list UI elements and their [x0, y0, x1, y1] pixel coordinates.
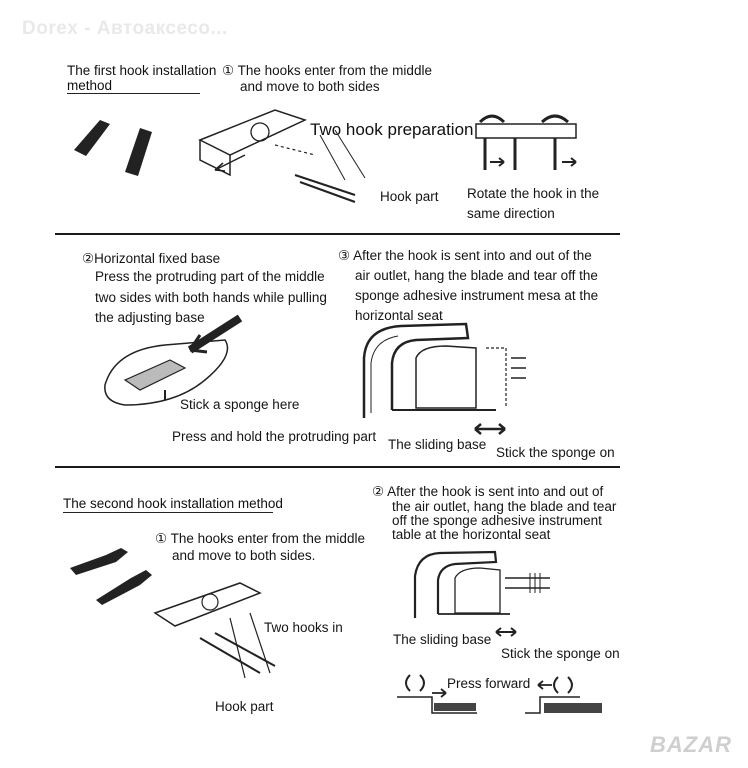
hook-pair-illustration: [70, 110, 160, 180]
press-forward-label: Press forward: [447, 676, 531, 691]
hook-part-label-2: Hook part: [215, 699, 274, 714]
section3-step1-line1: ① The hooks enter from the middle: [155, 531, 365, 546]
stick-sponge-on-label-2: Stick the sponge on: [501, 646, 620, 661]
section3-title: The second hook installation method: [63, 496, 283, 511]
section3-step2-line4: table at the horizontal seat: [392, 527, 551, 542]
section2-desc-line1: Press the protruding part of the middle: [95, 269, 325, 284]
two-hook-preparation-label: Two hook preparation: [310, 120, 474, 139]
press-hold-label: Press and hold the protruding part: [172, 429, 377, 444]
section2-step3-line3: sponge adhesive instrument mesa at the: [355, 288, 599, 303]
sliding-arrow-1: [472, 422, 508, 436]
section3-step2-line2: the air outlet, hang the blade and tear: [392, 499, 617, 514]
section1-title-line2: method: [67, 78, 200, 94]
press-forward-left-illustration: [392, 665, 482, 720]
section2-title: ②Horizontal fixed base: [82, 251, 221, 266]
section3-step2-line1: ② After the hook is sent into and out of: [372, 484, 604, 499]
hook-part-label: Hook part: [380, 189, 439, 204]
section1-step1-line2: and move to both sides: [240, 79, 380, 94]
section1-step1-line1: ① The hooks enter from the middle: [222, 63, 432, 78]
two-hooks-in-label: Two hooks in: [264, 620, 343, 635]
sliding-base-label-1: The sliding base: [388, 437, 487, 452]
section2-step3-line1: ③ After the hook is sent into and out of the: [338, 248, 592, 263]
section2-desc-line3: the adjusting base: [95, 310, 205, 325]
mount-side-illustration-2: [410, 548, 560, 623]
stick-sponge-here-label: Stick a sponge here: [180, 397, 300, 412]
sliding-base-label-2: The sliding base: [393, 632, 492, 647]
section2-desc-line2: two sides with both hands while pulling: [95, 290, 327, 305]
hook-rotation-illustration: [470, 110, 590, 180]
press-forward-right-illustration: [520, 665, 610, 720]
mount-side-illustration: [356, 318, 536, 428]
watermark-text: Dorex - Автоаксесо...: [22, 18, 228, 39]
section2-step3-line4: horizontal seat: [355, 308, 443, 323]
rotate-hook-line1: Rotate the hook in the: [467, 186, 600, 201]
section3-step1-line2: and move to both sides.: [172, 548, 316, 563]
rotate-hook-line2: same direction: [467, 206, 555, 221]
stick-sponge-on-label-1: Stick the sponge on: [496, 445, 615, 460]
vent-hook-entry-illustration: [195, 100, 375, 210]
brand-watermark: BAZAR: [650, 732, 732, 757]
section1-title-line1: The first hook installation: [67, 63, 217, 78]
section-divider-1: [55, 233, 620, 235]
section-divider-2: [55, 466, 620, 468]
section3-step2-line3: off the sponge adhesive instrument: [392, 513, 602, 528]
section2-step3-line2: air outlet, hang the blade and tear off the: [355, 268, 598, 283]
sliding-arrow-2: [494, 626, 518, 638]
